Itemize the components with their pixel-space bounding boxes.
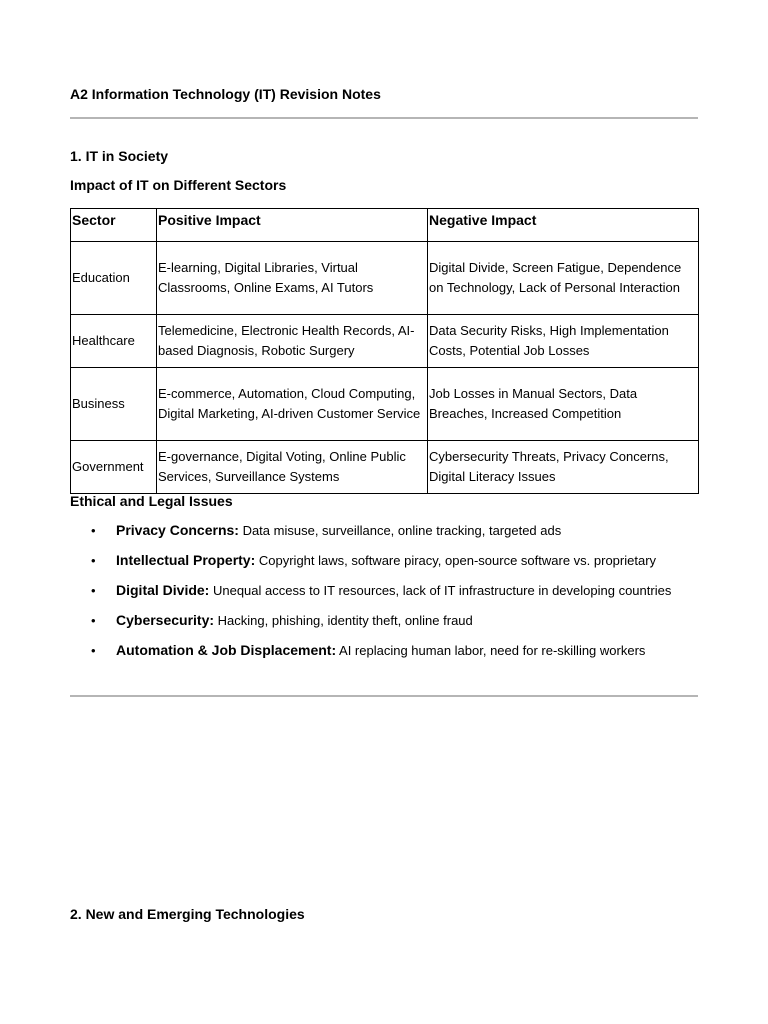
cell-sector: Education bbox=[71, 242, 157, 315]
cell-sector: Business bbox=[71, 368, 157, 441]
cell-positive-impact: E-learning, Digital Libraries, Virtual Classrooms, Online Exams, AI Tutors bbox=[157, 242, 428, 315]
cell-negative-impact: Cybersecurity Threats, Privacy Concerns, Digital Literacy Issues bbox=[428, 441, 699, 494]
table-row bbox=[71, 242, 699, 315]
list-item-term: Privacy Concerns: bbox=[116, 522, 239, 538]
subheading-ethical-legal-issues: Ethical and Legal Issues bbox=[70, 493, 233, 509]
table-row bbox=[71, 368, 699, 441]
column-header-sector: Sector bbox=[71, 209, 157, 242]
document-title: A2 Information Technology (IT) Revision Notes bbox=[70, 86, 381, 102]
subheading-impact-sectors: Impact of IT on Different Sectors bbox=[70, 177, 287, 193]
bullet-icon: • bbox=[91, 613, 96, 628]
list-item bbox=[70, 640, 698, 661]
bullet-icon: • bbox=[91, 643, 96, 658]
cell-positive-impact: E-governance, Digital Voting, Online Public Services, Surveillance Systems bbox=[157, 441, 428, 494]
list-item bbox=[70, 550, 698, 571]
list-item-text: Hacking, phishing, identity theft, online fraud bbox=[214, 613, 473, 628]
cell-negative-impact: Job Losses in Manual Sectors, Data Breaches, Increased Competition bbox=[428, 368, 699, 441]
ethics-list bbox=[70, 520, 698, 670]
list-item-text: Unequal access to IT resources, lack of IT infrastructure in developing countries bbox=[209, 583, 672, 598]
section-heading-emerging-technologies: 2. New and Emerging Technologies bbox=[70, 906, 305, 922]
table-header-row bbox=[71, 209, 699, 242]
cell-sector: Healthcare bbox=[71, 315, 157, 368]
list-item-text: Data misuse, surveillance, online tracking, targeted ads bbox=[238, 523, 562, 538]
cell-positive-impact: Telemedicine, Electronic Health Records, AI-based Diagnosis, Robotic Surgery bbox=[157, 315, 428, 368]
list-item-text: Copyright laws, software piracy, open-source software vs. proprietary bbox=[255, 553, 657, 568]
cell-negative-impact: Data Security Risks, High Implementation Costs, Potential Job Losses bbox=[428, 315, 699, 368]
list-item-term: Cybersecurity: bbox=[116, 612, 215, 628]
cell-sector: Government bbox=[71, 441, 157, 494]
horizontal-rule-top bbox=[70, 117, 698, 119]
bullet-icon: • bbox=[91, 553, 96, 568]
horizontal-rule-bottom bbox=[70, 695, 698, 697]
list-item bbox=[70, 520, 698, 541]
list-item-term: Intellectual Property: bbox=[116, 552, 256, 568]
list-item-term: Automation & Job Displacement: bbox=[116, 642, 337, 658]
list-item bbox=[70, 610, 698, 631]
section-heading-it-in-society: 1. IT in Society bbox=[70, 148, 169, 164]
cell-positive-impact: E-commerce, Automation, Cloud Computing, Digital Marketing, AI-driven Customer Service bbox=[157, 368, 428, 441]
impact-table bbox=[70, 208, 699, 494]
list-item-text: AI replacing human labor, need for re-skilling workers bbox=[336, 643, 646, 658]
table-row bbox=[71, 441, 699, 494]
column-header-negative-impact: Negative Impact bbox=[428, 209, 699, 242]
cell-negative-impact: Digital Divide, Screen Fatigue, Dependence on Technology, Lack of Personal Interaction bbox=[428, 242, 699, 315]
bullet-icon: • bbox=[91, 583, 96, 598]
column-header-positive-impact: Positive Impact bbox=[157, 209, 428, 242]
list-item-term: Digital Divide: bbox=[116, 582, 210, 598]
bullet-icon: • bbox=[91, 523, 96, 538]
table-row bbox=[71, 315, 699, 368]
list-item bbox=[70, 580, 698, 601]
